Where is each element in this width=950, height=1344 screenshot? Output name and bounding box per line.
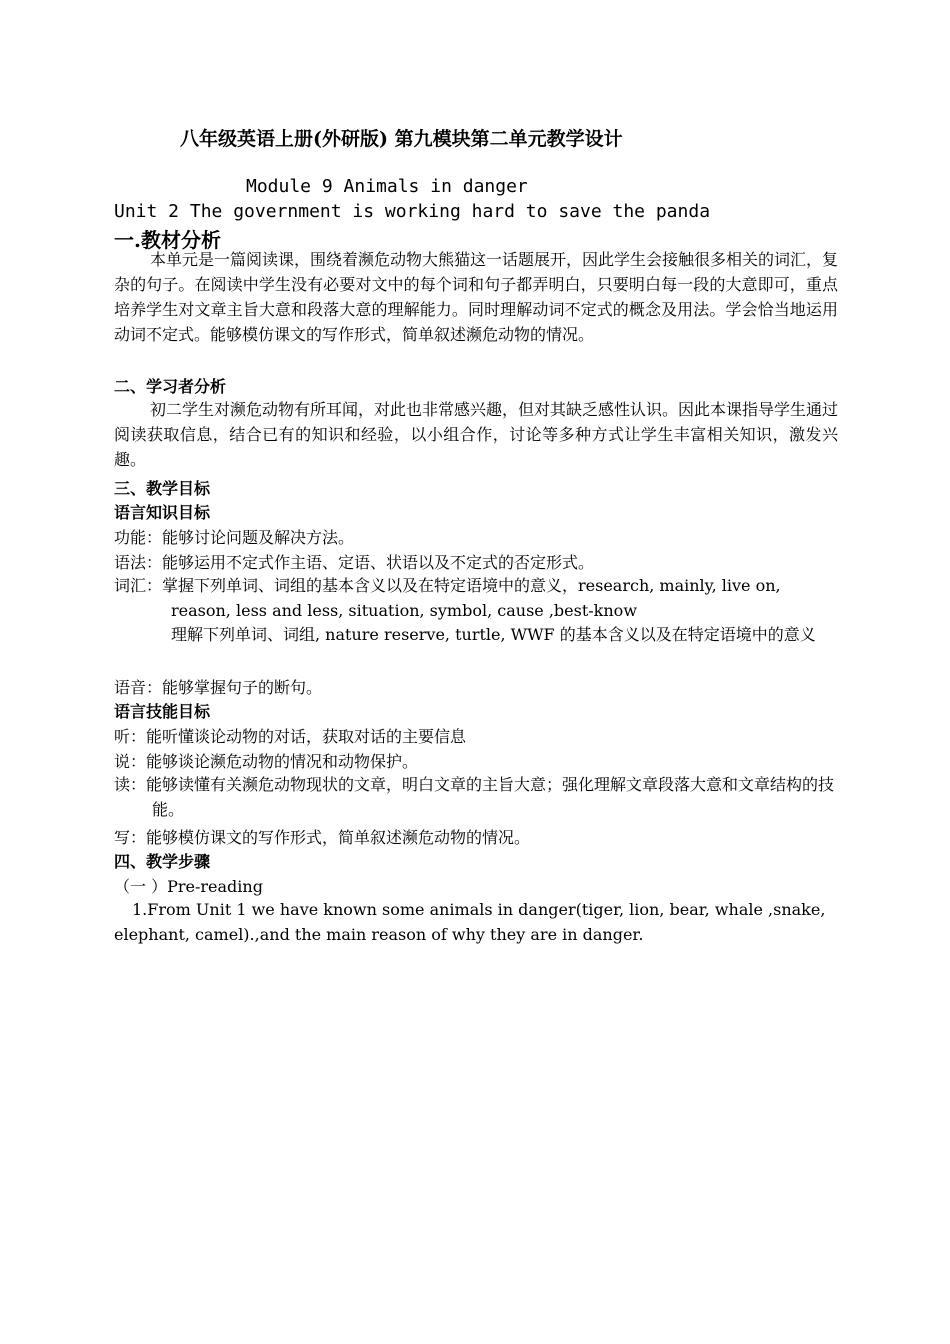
section-1-heading: 一.教材分析 [114,228,221,252]
vocab-goal-understand: 理解下列单词、词组, nature reserve, turtle, WWF 的基本含义以及在特定语境中的意义 [171,625,816,644]
speaking-goal: 说：能够谈论濒危动物的情况和动物保护。 [114,752,419,771]
section-1-text: 本单元是一篇阅读课，围绕着濒危动物大熊猫这一话题展开，因此学生会接触很多相关的词汇，复杂的句子。在阅读中学生没有必要对文中的每个词和句子都弄明白，只要明白每一段的大意即可，重点培养学生对文章主旨大意和段落大意的理解能力。同时理解动词不定式的概念及用法。学会恰当地运用动词不定式。能够模仿课文的写作形式，简单叙述濒危动物的情况。 [114,250,839,344]
grammar-goal: 语法：能够运用不定式作主语、定语、状语以及不定式的否定形式。 [114,553,595,572]
lang-knowledge-heading: 语言知识目标 [114,503,211,522]
vocab-goal: 词汇：掌握下列单词、词组的基本含义以及在特定语境中的意义，research, mainly, live on, reason, less and less, situation, symbol, cause ,best-know [114,576,781,620]
pre-reading-label: （一 ）Pre-reading [114,877,263,896]
section-2-heading: 二、学习者分析 [114,377,227,396]
unit-heading: Unit 2 The government is working hard to save the panda [114,201,711,222]
module-heading: Module 9 Animals in danger [246,176,528,197]
document-title: 八年级英语上册(外研版) 第九模块第二单元教学设计 [180,128,623,150]
reading-goal: 读：能够读懂有关濒危动物现状的文章，明白文章的主旨大意；强化理解文章段落大意和文章结构的技能。 [114,775,835,819]
lang-skills-heading: 语言技能目标 [114,702,211,721]
section-4-heading: 四、教学步骤 [114,852,211,871]
writing-goal: 写：能够模仿课文的写作形式，简单叙述濒危动物的情况。 [114,828,531,847]
phonetics-goal: 语音：能够掌握句子的断句。 [114,678,323,697]
listening-goal: 听：能听懂谈论动物的对话，获取对话的主要信息 [114,727,467,746]
function-goal: 功能：能够讨论问题及解决方法。 [114,528,355,547]
pre-reading-text: 1.From Unit 1 we have known some animals in danger(tiger, lion, bear, whale ,snake, elephant, camel).,and the main reason of why they are in danger. [114,900,826,944]
section-3-heading: 三、教学目标 [114,479,211,498]
section-2-text: 初二学生对濒危动物有所耳闻，对此也非常感兴趣，但对其缺乏感性认识。因此本课指导学生通过阅读获取信息，结合已有的知识和经验，以小组合作，讨论等多种方式让学生丰富相关知识，激发兴趣。 [114,400,839,469]
